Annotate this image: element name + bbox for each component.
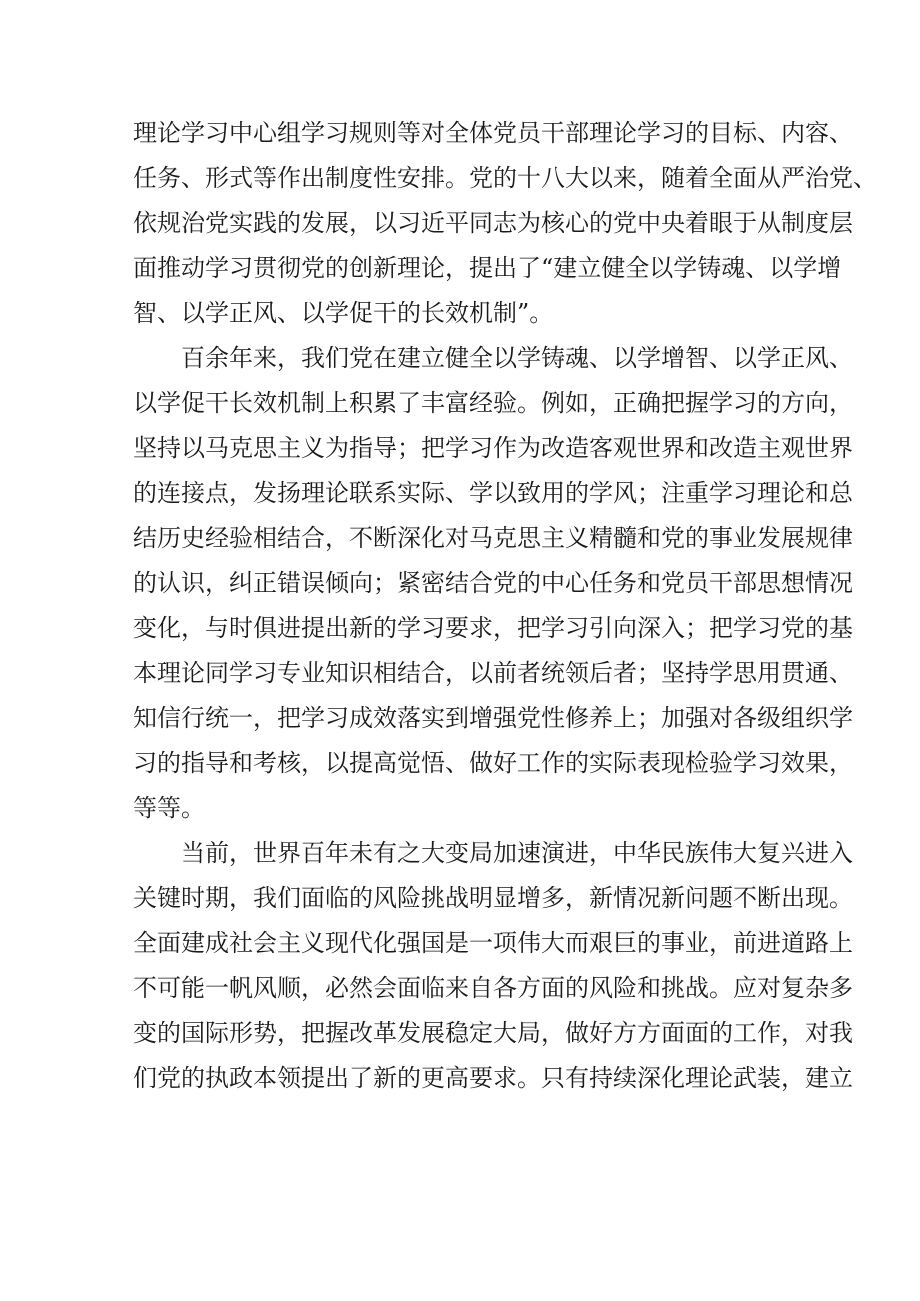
text-line: 以学促干长效机制上积累了丰富经验。例如，正确把握学习的方向， [133,389,853,417]
text-line: 依规治党实践的发展，以习近平同志为核心的党中央着眼于从制度层 [133,209,853,237]
text-line: 知信行统一，把学习成效落实到增强党性修养上；加强对各级组织学 [133,704,853,732]
paragraph-3 [133,831,853,1101]
text-line: 的认识，纠正错误倾向；紧密结合党的中心任务和党员干部思想情况 [133,569,853,597]
text-line: 智、以学正风、以学促干的长效机制”。 [133,299,554,327]
text-line: 坚持以马克思主义为指导；把学习作为改造客观世界和改造主观世界 [133,434,853,462]
text-line: 任务、形式等作出制度性安排。党的十八大以来，随着全面从严治党、 [133,164,877,192]
text-line: 变化，与时俱进提出新的学习要求，把学习引向深入；把学习党的基 [133,614,853,642]
text-line: 等等。 [133,794,205,822]
paragraph-2 [133,336,853,831]
text-line: 们党的执政本领提出了新的更高要求。只有持续深化理论武装，建立 [133,1064,853,1092]
text-line: 理论学习中心组学习规则等对全体党员干部理论学习的目标、内容、 [133,119,853,147]
text-line: 关键时期，我们面临的风险挑战明显增多，新情况新问题不断出现。 [133,884,853,912]
text-line: 面推动学习贯彻党的创新理论，提出了“建立健全以学铸魂、以学增 [133,254,842,282]
text-line: 变的国际形势，把握改革发展稳定大局，做好方方面面的工作，对我 [133,1019,853,1047]
text-line: 百余年来，我们党在建立健全以学铸魂、以学增智、以学正风、 [181,344,853,372]
paragraph-1 [133,111,877,336]
text-line: 不可能一帆风顺，必然会面临来自各方面的风险和挑战。应对复杂多 [133,974,853,1002]
text-line: 本理论同学习专业知识相结合，以前者统领后者；坚持学思用贯通、 [133,659,853,687]
text-line: 全面建成社会主义现代化强国是一项伟大而艰巨的事业，前进道路上 [133,929,853,957]
body-text [133,111,877,1101]
text-line: 的连接点，发扬理论联系实际、学以致用的学风；注重学习理论和总 [133,479,853,507]
text-line: 习的指导和考核，以提高觉悟、做好工作的实际表现检验学习效果， [133,749,853,777]
text-line: 当前，世界百年未有之大变局加速演进，中华民族伟大复兴进入 [181,839,853,867]
text-line: 结历史经验相结合，不断深化对马克思主义精髓和党的事业发展规律 [133,524,853,552]
